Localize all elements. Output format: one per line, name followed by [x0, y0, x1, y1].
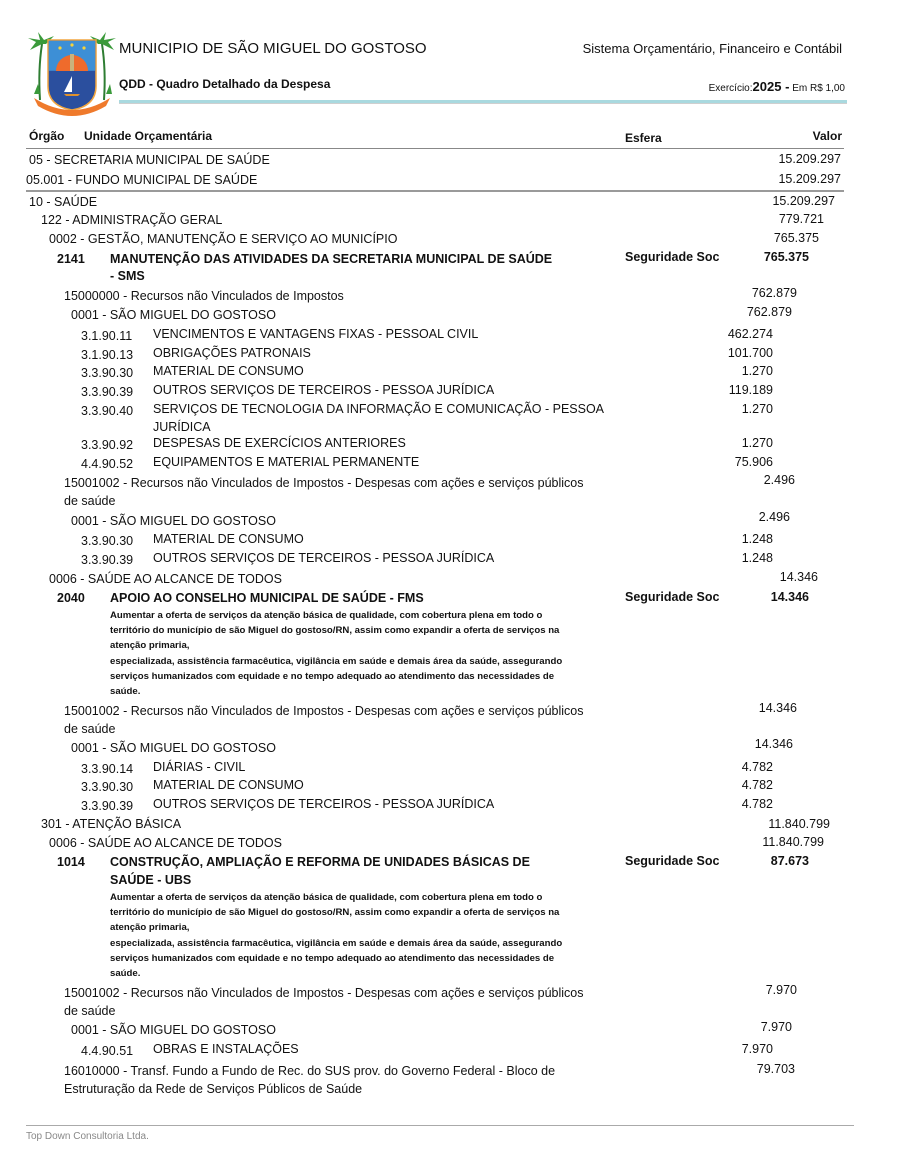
- source-label-cont: de saúde: [64, 722, 116, 736]
- source-label: 15001002 - Recursos não Vinculados de Impostos - Despesas com ações e serviços públicos: [64, 476, 584, 490]
- item-value: 4.782: [741, 760, 773, 774]
- location-value: 2.496: [758, 510, 790, 524]
- municipality-name: MUNICIPIO DE SÃO MIGUEL DO GOSTOSO: [119, 40, 427, 57]
- item-code: 3.3.90.92: [81, 438, 134, 452]
- item-value: 4.782: [741, 797, 773, 811]
- acao-1014-esfera: Seguridade Soc: [625, 854, 719, 868]
- acao-1014-value: 87.673: [770, 854, 809, 868]
- unidade-label: 05.001 - FUNDO MUNICIPAL DE SAÚDE: [26, 173, 258, 187]
- coat-of-arms-logo: [26, 30, 118, 116]
- header-rule: [26, 148, 844, 149]
- location-value: 762.879: [746, 305, 792, 319]
- item-code: 4.4.90.52: [81, 457, 134, 471]
- source-label: 15001002 - Recursos não Vinculados de Impostos - Despesas com ações e serviços públicos: [64, 986, 584, 1000]
- item-code: 3.3.90.14: [81, 762, 134, 776]
- item-value: 119.189: [728, 383, 773, 397]
- unidade-value: 15.209.297: [778, 172, 841, 186]
- acao-2040-value: 14.346: [770, 590, 809, 604]
- description-line: especializada, assistência farmacêutica, vigilância em saúde e demais área da saúde, assegurando: [110, 937, 563, 949]
- programa-0002-label: 0002 - GESTÃO, MANUTENÇÃO E SERVIÇO AO MUNICÍPIO: [49, 232, 398, 246]
- acao-1014-description: [110, 890, 600, 981]
- item-label: OBRIGAÇÕES PATRONAIS: [153, 346, 311, 360]
- acao-1014-code: 1014: [57, 855, 85, 869]
- programa-0006-label: 0006 - SAÚDE AO ALCANCE DE TODOS: [49, 572, 282, 586]
- acao-2141-esfera: Seguridade Soc: [625, 250, 719, 264]
- source-value: 14.346: [758, 701, 797, 715]
- item-value: 1.248: [741, 551, 773, 565]
- item-value: 75.906: [734, 455, 773, 469]
- programa-0006-value: 14.346: [779, 570, 818, 584]
- acao-1014-title-cont: SAÚDE - UBS: [110, 873, 192, 887]
- footer-rule: [26, 1125, 854, 1126]
- acao-1014-title: CONSTRUÇÃO, AMPLIAÇÃO E REFORMA DE UNIDADES BÁSICAS DE: [110, 855, 530, 869]
- item-label: MATERIAL DE CONSUMO: [153, 532, 304, 546]
- acao-2141-title-cont: - SMS: [110, 269, 145, 283]
- item-label: SERVIÇOS DE TECNOLOGIA DA INFORMAÇÃO E COMUNICAÇÃO - PESSOA: [153, 402, 605, 416]
- source-label: 15000000 - Recursos não Vinculados de Impostos: [64, 289, 344, 303]
- item-label: DESPESAS DE EXERCÍCIOS ANTERIORES: [153, 436, 406, 450]
- item-label: VENCIMENTOS E VANTAGENS FIXAS - PESSOAL CIVIL: [153, 327, 479, 341]
- item-value: 1.270: [741, 364, 773, 378]
- system-name: Sistema Orçamentário, Financeiro e Contábil: [582, 41, 842, 56]
- acao-2040-title: APOIO AO CONSELHO MUNICIPAL DE SAÚDE - FMS: [110, 591, 424, 605]
- programa-0002-value: 765.375: [773, 231, 819, 245]
- item-value: 7.970: [741, 1042, 773, 1056]
- item-label: EQUIPAMENTOS E MATERIAL PERMANENTE: [153, 455, 420, 469]
- item-label: MATERIAL DE CONSUMO: [153, 364, 304, 378]
- description-line: atenção primaria,: [110, 922, 190, 934]
- item-value: 1.248: [741, 532, 773, 546]
- source-label-cont: de saúde: [64, 1004, 116, 1018]
- header-divider: [119, 100, 847, 104]
- location-value: 14.346: [754, 737, 793, 751]
- col-header-orgao: Órgão: [29, 129, 65, 143]
- exercise-year: 2025 -: [752, 79, 790, 94]
- description-line: serviços humanizados com equidade e no tempo adequado ao atendimento das necessidades de: [110, 670, 555, 682]
- location-label: 0001 - SÃO MIGUEL DO GOSTOSO: [71, 1023, 276, 1037]
- subfuncao-301-label: 301 - ATENÇÃO BÁSICA: [41, 817, 182, 831]
- source-value: 762.879: [751, 286, 797, 300]
- exercise-info: [709, 79, 845, 94]
- acao-2141-title: MANUTENÇÃO DAS ATIVIDADES DA SECRETARIA MUNICIPAL DE SAÚDE: [110, 252, 553, 266]
- description-line: saúde.: [110, 968, 141, 980]
- acao-2040-esfera: Seguridade Soc: [625, 590, 719, 604]
- source-label-cont: de saúde: [64, 494, 116, 508]
- source-value: 7.970: [765, 983, 797, 997]
- item-code: 3.3.90.39: [81, 799, 134, 813]
- item-label: DIÁRIAS - CIVIL: [153, 760, 246, 774]
- orgao-label: 05 - SECRETARIA MUNICIPAL DE SAÚDE: [29, 153, 270, 167]
- report-title: QDD - Quadro Detalhado da Despesa: [119, 77, 331, 91]
- footer-company: Top Down Consultoria Ltda.: [26, 1131, 149, 1142]
- location-label: 0001 - SÃO MIGUEL DO GOSTOSO: [71, 741, 276, 755]
- location-label: 0001 - SÃO MIGUEL DO GOSTOSO: [71, 308, 276, 322]
- item-code: 3.1.90.13: [81, 348, 134, 362]
- item-code: 3.3.90.40: [81, 404, 134, 418]
- item-code: 3.1.90.11: [81, 329, 133, 343]
- item-value: 1.270: [741, 402, 773, 416]
- item-label: OBRAS E INSTALAÇÕES: [153, 1042, 299, 1056]
- item-code: 3.3.90.30: [81, 780, 134, 794]
- item-value: 101.700: [727, 346, 773, 360]
- acao-2040-code: 2040: [57, 591, 85, 605]
- item-code: 3.3.90.30: [81, 366, 134, 380]
- item-value: 1.270: [741, 436, 773, 450]
- col-header-valor: Valor: [812, 129, 842, 143]
- exercise-label: Exercício:: [708, 83, 753, 94]
- programa-0006b-label: 0006 - SAÚDE AO ALCANCE DE TODOS: [49, 836, 282, 850]
- orgao-value: 15.209.297: [778, 152, 841, 166]
- item-code: 3.3.90.30: [81, 534, 134, 548]
- description-line: território do município de são Miguel do gostoso/RN, assim como expandir a oferta de serviços na: [110, 907, 560, 919]
- subfuncao-122-label: 122 - ADMINISTRAÇÃO GERAL: [41, 213, 223, 227]
- item-code: 4.4.90.51: [81, 1044, 134, 1058]
- unidade-rule: [26, 190, 844, 192]
- item-label-cont: JURÍDICA: [153, 420, 211, 434]
- description-line: atenção primaria,: [110, 640, 190, 652]
- funcao-value: 15.209.297: [772, 194, 835, 208]
- item-label: OUTROS SERVIÇOS DE TERCEIROS - PESSOA JURÍDICA: [153, 551, 495, 565]
- acao-2040-description: [110, 608, 600, 699]
- programa-0006b-value: 11.840.799: [762, 835, 824, 849]
- source-label: 15001002 - Recursos não Vinculados de Impostos - Despesas com ações e serviços públicos: [64, 704, 584, 718]
- location-value: 7.970: [760, 1020, 792, 1034]
- item-label: OUTROS SERVIÇOS DE TERCEIROS - PESSOA JURÍDICA: [153, 383, 495, 397]
- funcao-label: 10 - SAÚDE: [29, 195, 98, 209]
- item-value: 462.274: [727, 327, 773, 341]
- acao-2141-value: 765.375: [763, 250, 809, 264]
- item-code: 3.3.90.39: [81, 385, 134, 399]
- source-value: 79.703: [756, 1062, 795, 1076]
- description-line: Aumentar a oferta de serviços da atenção básica de qualidade, com cobertura plena em todo o: [110, 610, 543, 621]
- description-line: Aumentar a oferta de serviços da atenção básica de qualidade, com cobertura plena em todo o: [110, 892, 543, 903]
- description-line: saúde.: [110, 686, 141, 698]
- location-label: 0001 - SÃO MIGUEL DO GOSTOSO: [71, 514, 276, 528]
- item-label: OUTROS SERVIÇOS DE TERCEIROS - PESSOA JURÍDICA: [153, 797, 495, 811]
- item-value: 4.782: [741, 778, 773, 792]
- col-header-unidade: Unidade Orçamentária: [84, 129, 213, 143]
- col-header-esfera: Esfera: [625, 131, 662, 145]
- item-label: MATERIAL DE CONSUMO: [153, 778, 304, 792]
- description-line: especializada, assistência farmacêutica, vigilância em saúde e demais área da saúde, assegurando: [110, 655, 563, 667]
- source-label: 16010000 - Transf. Fundo a Fundo de Rec. do SUS prov. do Governo Federal - Bloco de: [64, 1064, 556, 1078]
- source-value: 2.496: [763, 473, 795, 487]
- item-code: 3.3.90.39: [81, 553, 134, 567]
- acao-2141-code: 2141: [57, 252, 85, 266]
- currency-note: Em R$ 1,00: [792, 83, 845, 94]
- source-label-cont: Estruturação da Rede de Serviços Públicos de Saúde: [64, 1082, 363, 1096]
- subfuncao-301-value: 11.840.799: [768, 817, 830, 831]
- description-line: serviços humanizados com equidade e no tempo adequado ao atendimento das necessidades de: [110, 952, 555, 964]
- subfuncao-122-value: 779.721: [778, 212, 824, 226]
- description-line: território do município de são Miguel do gostoso/RN, assim como expandir a oferta de serviços na: [110, 625, 560, 637]
